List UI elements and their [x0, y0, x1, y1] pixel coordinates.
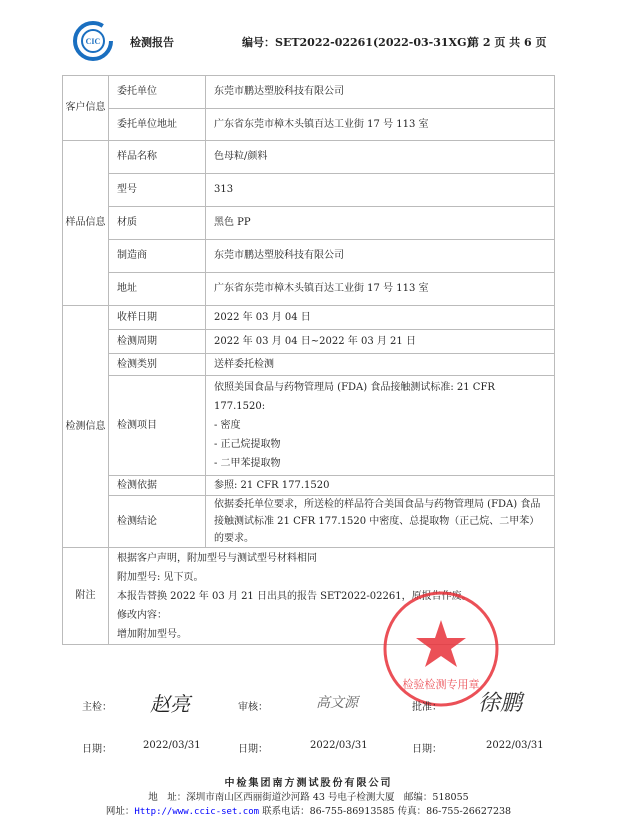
date-label: 日期：: [82, 744, 112, 755]
test-item: - 正己烷提取物: [214, 439, 281, 450]
value: 东莞市鹏达塑胶科技有限公司: [206, 76, 555, 109]
svg-text:CIC: CIC: [85, 37, 101, 46]
value: 参照: 21 CFR 177.1520: [206, 476, 555, 496]
report-table: [62, 75, 555, 645]
website-label: 网址：: [105, 806, 135, 817]
label: 检测结论: [109, 496, 206, 548]
label: 委托单位地址: [109, 109, 206, 141]
date-label: 日期：: [412, 744, 442, 755]
value: 黑色 PP: [206, 207, 555, 240]
inspector-signature: 赵亮: [150, 692, 190, 716]
label: 检测依据: [109, 476, 206, 496]
approver-date: 2022/03/31: [486, 740, 544, 751]
test-item: - 密度: [214, 420, 241, 431]
value: 依据委托单位要求，所送检的样品符合美国食品与药物管理局 (FDA) 食品接触测试标准 21 CFR 177.1520 中密度、总提取物（正己烷、二甲苯）的要求。: [206, 496, 555, 548]
svg-text:检验检测专用章: 检验检测专用章: [402, 678, 480, 691]
value: 东莞市鹏达塑胶科技有限公司: [206, 240, 555, 273]
section-sample: 样品信息: [63, 141, 109, 306]
approver-signature: 徐鹏: [478, 691, 523, 716]
approver-label: 批准：: [412, 702, 442, 713]
value: 313: [206, 174, 555, 207]
section-customer: 客户信息: [63, 76, 109, 141]
label: 制造商: [109, 240, 206, 273]
label: 检测类别: [109, 354, 206, 376]
value: 广东省东莞市樟木头镇百达工业街 17 号 113 室: [206, 273, 555, 306]
note-line: 附加型号: 见下页。: [117, 571, 204, 583]
logo: [72, 20, 114, 62]
label: 样品名称: [109, 141, 206, 174]
value: 色母粒/颜料: [206, 141, 555, 174]
contact-info: 联系电话：86-755-86913585 传真：86-755-26627238: [259, 806, 512, 817]
label: 委托单位: [109, 76, 206, 109]
label: 检测项目: [109, 376, 206, 476]
report-number: 编号：SET2022-02261(2022-03-31XG): [242, 36, 472, 49]
test-item: - 二甲苯提取物: [214, 458, 281, 469]
date-label: 日期：: [238, 744, 268, 755]
label: 地址: [109, 273, 206, 306]
footer-address: 地 址：深圳市南山区西丽街道沙河路 43 号电子检测大厦 邮编：518055: [148, 792, 469, 803]
reviewer-label: 审核：: [238, 702, 268, 713]
footer-contact: [0, 803, 617, 817]
label: 检测周期: [109, 330, 206, 354]
value: 2022 年 03 月 04 日~2022 年 03 月 21 日: [206, 330, 555, 354]
label: 型号: [109, 174, 206, 207]
note-line: 本报告替换 2022 年 03 月 21 日出具的报告 SET2022-02261，原报告作废。: [117, 590, 472, 602]
inspector-date: 2022/03/31: [143, 740, 201, 751]
section-test: 检测信息: [63, 306, 109, 548]
report-title: 检测报告: [130, 36, 174, 49]
note-line: 修改内容：: [117, 609, 167, 621]
reviewer-signature: 高文源: [316, 695, 358, 711]
note-line: 增加附加型号。: [117, 628, 187, 640]
page-indicator: 第 2 页 共 6 页: [468, 36, 547, 49]
reviewer-date: 2022/03/31: [310, 740, 368, 751]
value: 送样委托检测: [206, 354, 555, 376]
test-item: 依照美国食品与药物管理局 (FDA) 食品接触测试标准: 21 CFR 177.1520:: [214, 382, 495, 412]
section-notes: 附注: [63, 548, 109, 645]
value: 2022 年 03 月 04 日: [206, 306, 555, 330]
label: 收样日期: [109, 306, 206, 330]
note-line: 根据客户声明，附加型号与测试型号材料相同: [117, 552, 317, 564]
website-link[interactable]: Http://www.ccic-set.com: [134, 807, 260, 817]
inspector-label: 主检：: [82, 702, 112, 713]
label: 材质: [109, 207, 206, 240]
footer-company: 中检集团南方测试股份有限公司: [224, 778, 393, 789]
value: 广东省东莞市樟木头镇百达工业街 17 号 113 室: [206, 109, 555, 141]
